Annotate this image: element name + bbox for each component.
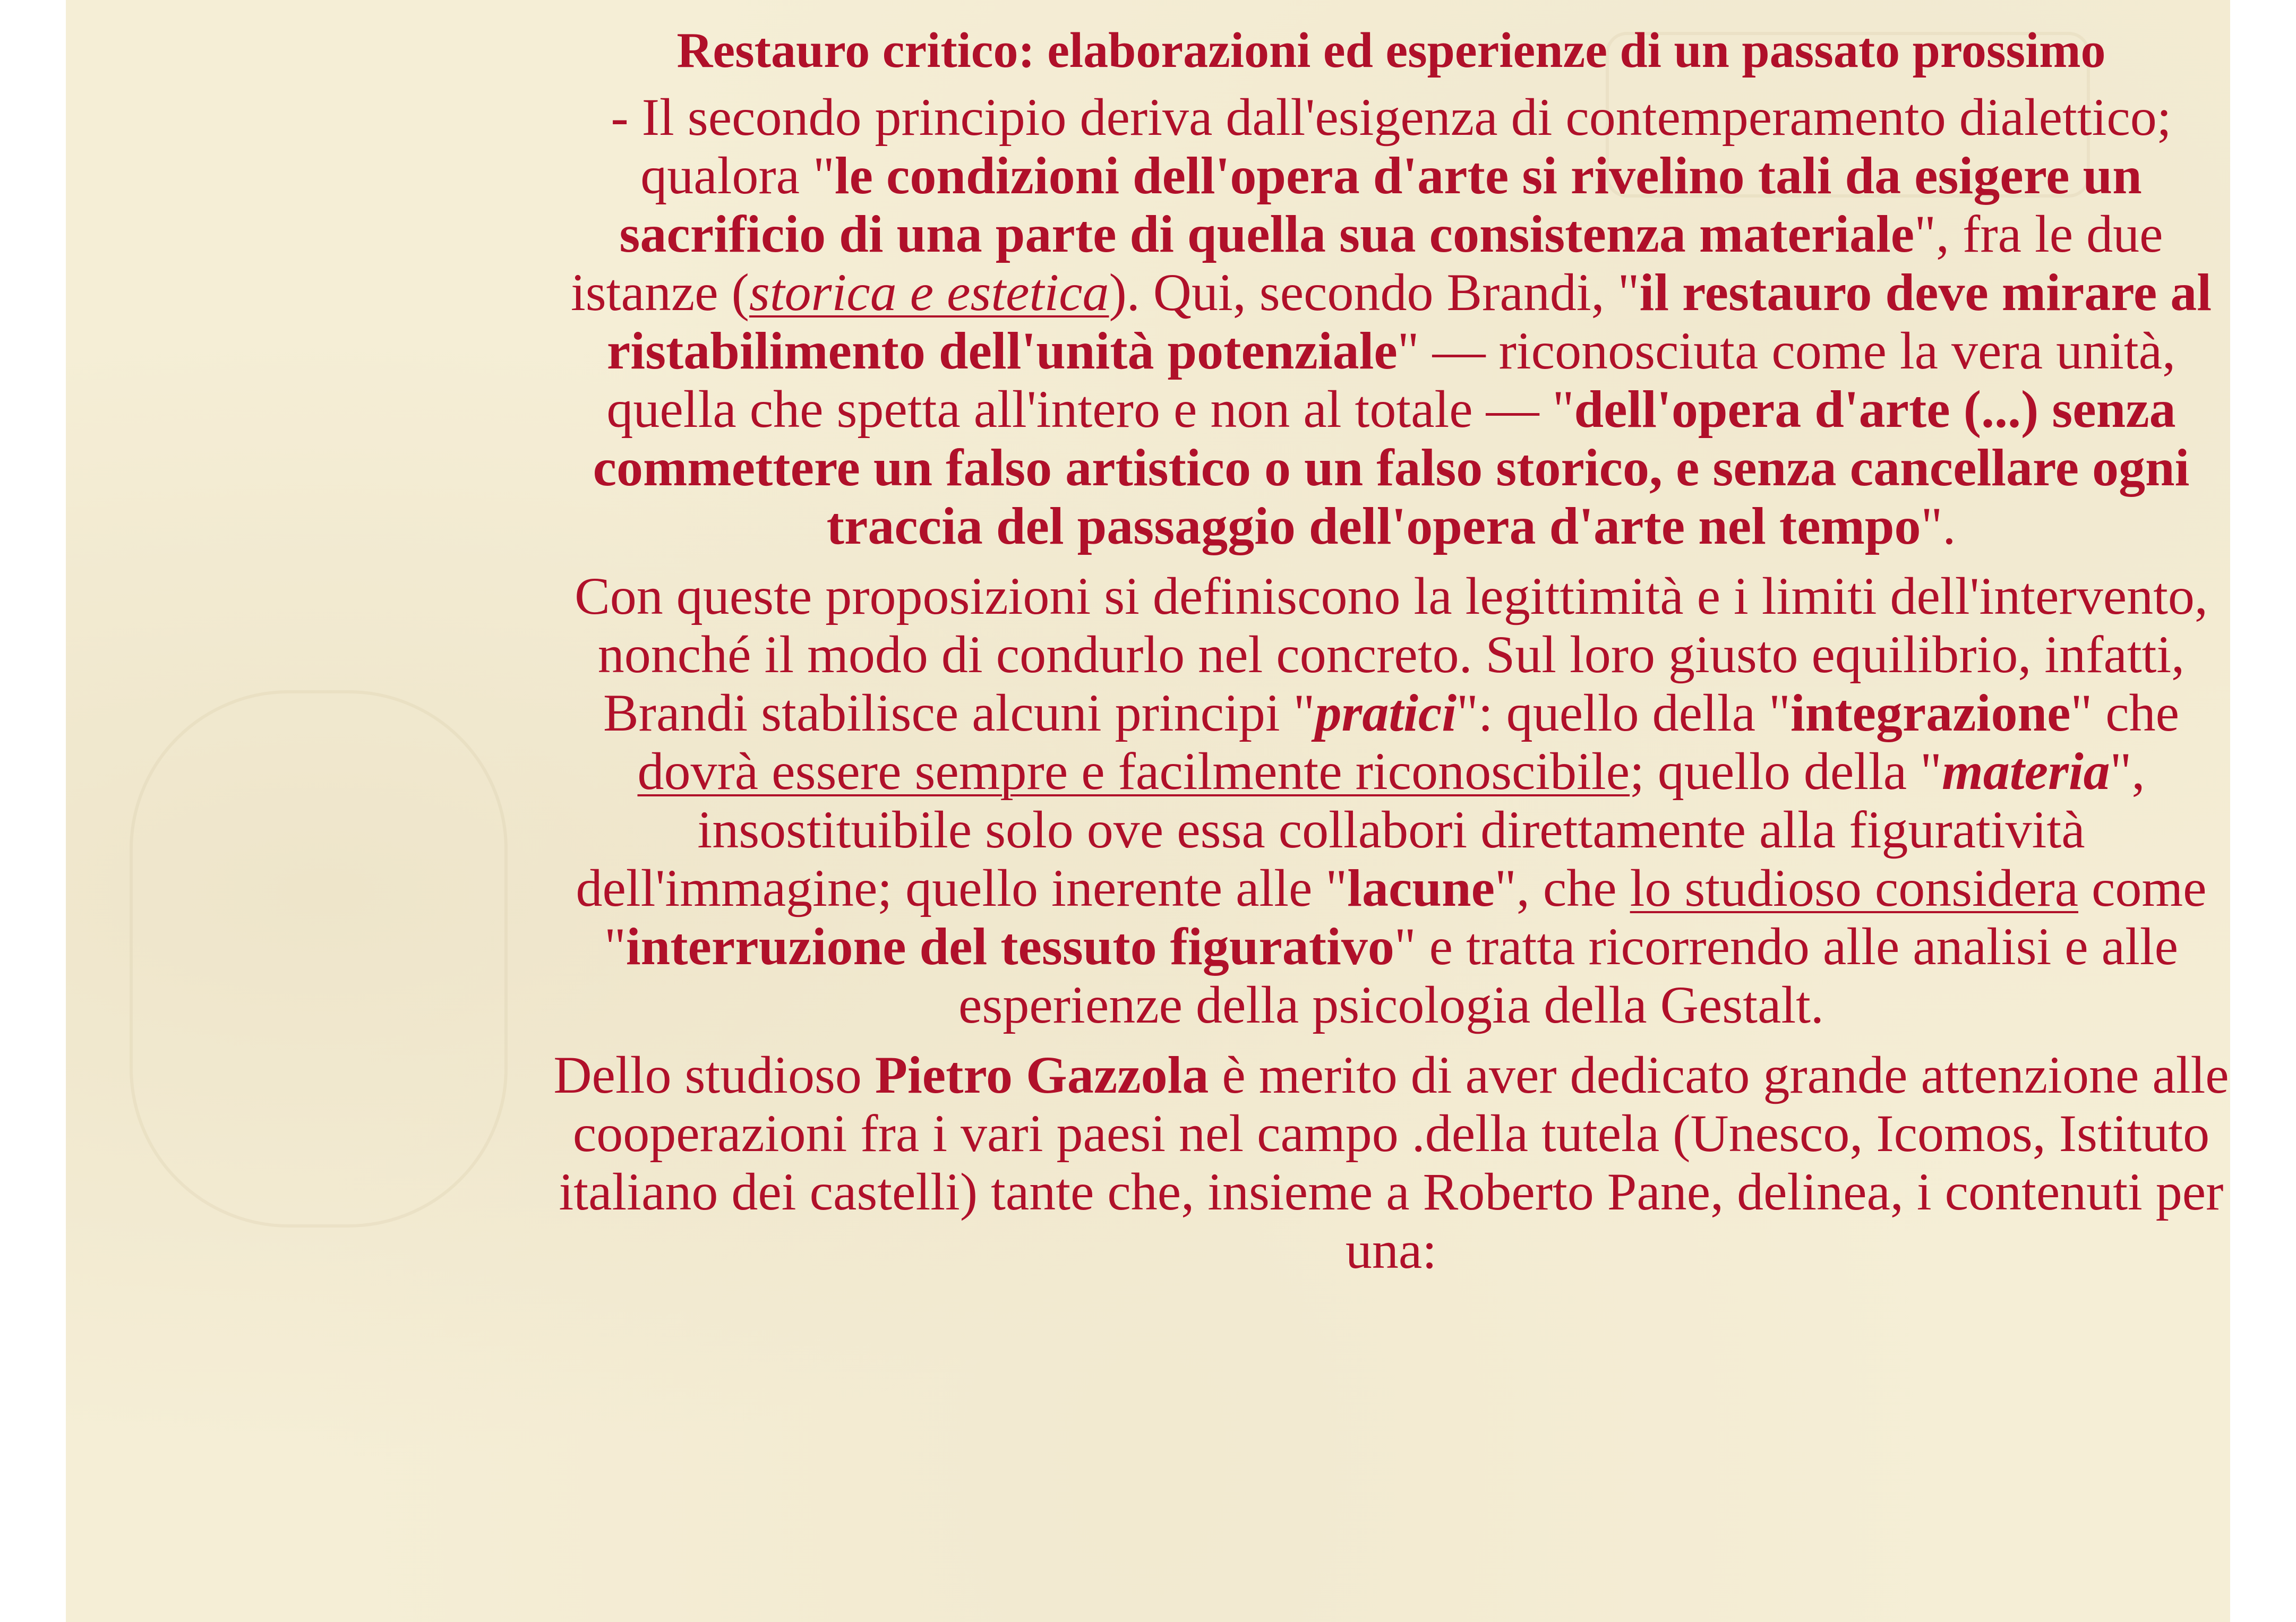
text-run: Con queste proposizioni si definiscono la legittimità e i limiti dell'intervento, nonché il modo di condurlo nel concreto. Sul loro giusto equilibrio, infatti, Brandi stabilisce alcuni principi " [575,567,2208,742]
bold-lacune: lacune [1347,859,1495,917]
bold-interruzione: interruzione del tessuto figurativo [626,917,1394,976]
bold-italic-pratici: pratici [1315,683,1457,742]
underlined-storica-estetica: storica e estetica [749,263,1109,322]
document-title: Restauro critico: elaborazioni ed esperienze di un passato prossimo [676,23,2106,78]
paragraph-principles [547,567,2235,1034]
underlined-riconoscibile: dovrà essere sempre e facilmente riconoscibile [637,742,1630,801]
text-run: ", fra le due istanze ( [570,204,2163,322]
text-run: come " [604,859,2207,976]
underlined-studioso-considera: lo studioso considera [1630,859,2078,917]
text-run: ). Qui, secondo Brandi, " [1109,263,1640,322]
text-run: ": quello della " [1457,683,1790,742]
text-run: - Il secondo principio deriva dall'esigenza di contemperamento dialettico; qualora " [611,88,2172,205]
bold-quote-restauro: il restauro deve mirare al ristabilimento dell'unità potenziale [606,263,2212,380]
text-run: " che [2070,683,2180,742]
paragraph-gazzola [547,1046,2235,1280]
bold-integrazione: integrazione [1790,683,2071,742]
text-run: ", insostituibile solo ove essa collabori direttamente alla figuratività dell'immagine; quello inerente alle " [576,742,2145,917]
document-body [547,21,2235,1291]
bold-quote-conditions: le condizioni dell'opera d'arte si rivelino tali da esigere un sacrificio di una parte di quella sua consistenza materiale [619,146,2142,263]
bold-pietro-gazzola: Pietro Gazzola [875,1045,1209,1104]
text-run: " — riconosciuta come la vera unità, quella che spetta all'intero e non al totale — " [606,321,2176,439]
text-run: ". [1921,496,1956,555]
watermark-frame-left [130,690,508,1228]
text-run: è merito di aver dedicato grande attenzione alle cooperazioni fra i vari paesi nel campo .della tutela (Unesco, Icomos, Istituto italiano dei castelli) tante che, insieme a Roberto Pane, delinea, i contenuti per una: [559,1045,2229,1280]
text-run: Dello studioso [553,1045,875,1104]
text-run: " e tratta ricorrendo alle analisi e alle esperienze della psicologia della Gestalt. [958,917,2179,1034]
bold-italic-materia: materia [1942,742,2110,801]
bold-quote-opera: dell'opera d'arte (...) senza commettere un falso artistico o un falso storico, e senza cancellare ogni traccia del passaggio dell'opera d'arte nel tempo [593,380,2190,555]
text-run: ", che [1495,859,1630,917]
paragraph-second-principle [547,88,2235,555]
text-run: ; quello della " [1630,742,1942,801]
